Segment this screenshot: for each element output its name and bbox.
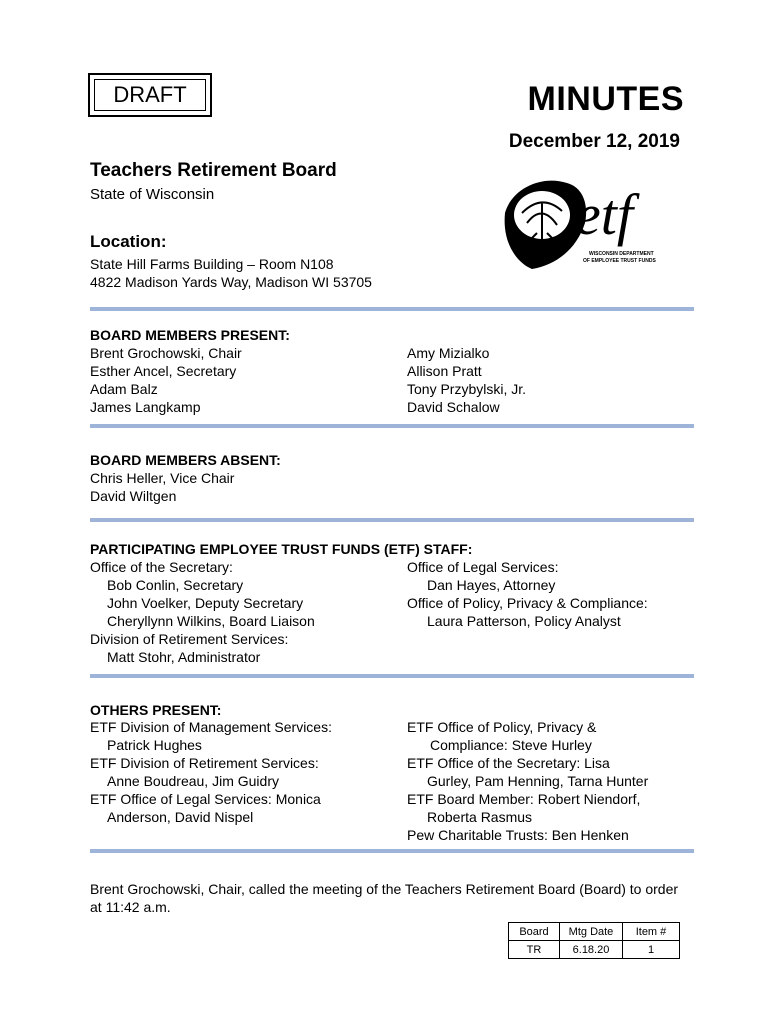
draft-label: DRAFT [94, 79, 206, 111]
tag-header: Mtg Date [560, 923, 623, 941]
item-tag-table [508, 922, 680, 959]
staff-line: John Voelker, Deputy Secretary [107, 595, 304, 611]
member-name: Amy Mizialko [407, 345, 490, 361]
tag-value: TR [509, 941, 560, 959]
others-line: ETF Division of Management Services: [90, 719, 332, 735]
member-name: Tony Przybylski, Jr. [407, 381, 527, 397]
others-line: Anne Boudreau, Jim Guidry [107, 773, 279, 789]
staff-line: Matt Stohr, Administrator [107, 649, 261, 665]
tag-header: Board [509, 923, 560, 941]
draft-stamp [88, 73, 212, 117]
others-line: Roberta Rasmus [427, 809, 533, 825]
logo-subtitle: OF EMPLOYEE TRUST FUNDS [583, 258, 656, 264]
others-line: ETF Division of Retirement Services: [90, 755, 319, 771]
staff-line: Laura Patterson, Policy Analyst [427, 613, 621, 629]
present-heading: BOARD MEMBERS PRESENT: [90, 327, 290, 343]
others-line: ETF Office of the Secretary: Lisa [407, 755, 610, 771]
board-name: Teachers Retirement Board [90, 160, 337, 181]
staff-line: Division of Retirement Services: [90, 631, 289, 647]
location-heading: Location: [90, 232, 167, 251]
call-to-order-text: Brent Grochowski, Chair, called the meeting of the Teachers Retirement Board (Board) to order at 11:42 a.m. [90, 881, 679, 915]
others-line: ETF Office of Legal Services: Monica [90, 791, 321, 807]
section-divider [90, 424, 694, 428]
tag-value: 1 [623, 941, 680, 959]
section-divider [90, 518, 694, 522]
member-name: David Schalow [407, 399, 500, 415]
staff-heading: PARTICIPATING EMPLOYEE TRUST FUNDS (ETF) STAFF: [90, 541, 473, 557]
location-line: State Hill Farms Building – Room N108 [90, 256, 334, 272]
others-line: Gurley, Pam Henning, Tarna Hunter [427, 773, 649, 789]
member-name: Esther Ancel, Secretary [90, 363, 237, 379]
logo-text: etf [575, 182, 633, 247]
meeting-date: December 12, 2019 [508, 131, 680, 152]
section-divider [90, 674, 694, 678]
others-line: ETF Board Member: Robert Niendorf, [407, 791, 641, 807]
member-name: James Langkamp [90, 399, 201, 415]
staff-line: Bob Conlin, Secretary [107, 577, 244, 593]
others-line: Anderson, David Nispel [107, 809, 254, 825]
member-name: David Wiltgen [90, 488, 177, 504]
others-line: Compliance: Steve Hurley [430, 737, 592, 753]
section-divider [90, 849, 694, 853]
others-line: ETF Office of Policy, Privacy & [407, 719, 597, 735]
state-name: State of Wisconsin [90, 186, 215, 203]
tag-value: 6.18.20 [560, 941, 623, 959]
etf-logo [497, 173, 662, 278]
section-divider [90, 307, 694, 311]
document-title: MINUTES [527, 80, 684, 118]
others-heading: OTHERS PRESENT: [90, 702, 222, 718]
staff-line: Office of the Secretary: [90, 559, 233, 575]
staff-line: Office of Legal Services: [407, 559, 559, 575]
staff-line: Cheryllynn Wilkins, Board Liaison [107, 613, 315, 629]
absent-heading: BOARD MEMBERS ABSENT: [90, 452, 281, 468]
others-line: Patrick Hughes [107, 737, 202, 753]
staff-line: Office of Policy, Privacy & Compliance: [407, 595, 648, 611]
member-name: Brent Grochowski, Chair [90, 345, 242, 361]
member-name: Allison Pratt [407, 363, 482, 379]
staff-line: Dan Hayes, Attorney [427, 577, 556, 593]
member-name: Adam Balz [90, 381, 158, 397]
logo-subtitle: WISCONSIN DEPARTMENT [589, 251, 654, 257]
location-line: 4822 Madison Yards Way, Madison WI 53705 [90, 274, 372, 290]
member-name: Chris Heller, Vice Chair [90, 470, 235, 486]
others-line: Pew Charitable Trusts: Ben Henken [407, 827, 629, 843]
tag-header: Item # [623, 923, 680, 941]
